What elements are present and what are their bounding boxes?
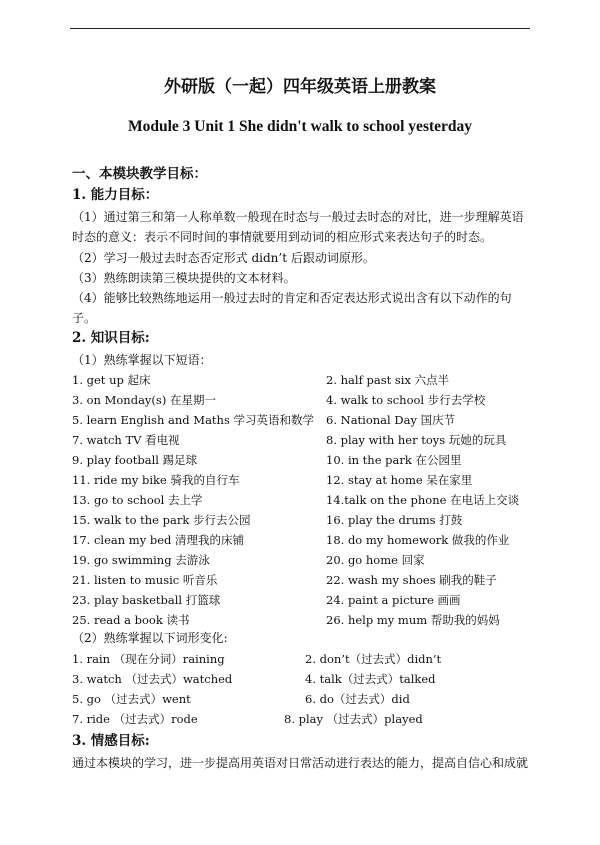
phrase-item: 13. go to school 去上学	[72, 493, 203, 507]
verb-form-item: 4. talk（过去式）talked	[305, 672, 436, 686]
phrase-item: 25. read a book 读书	[72, 613, 190, 627]
phrase-item: 6. National Day 国庆节	[326, 413, 456, 427]
phrase-row	[72, 412, 532, 430]
phrase-row	[72, 492, 532, 510]
phrase-item: 2. half past six 六点半	[326, 373, 450, 387]
phrase-item: 11. ride my bike 骑我的自行车	[72, 473, 240, 487]
verb-form-row	[72, 691, 532, 709]
verb-form-row	[72, 711, 532, 729]
header-rule	[70, 28, 530, 29]
section-heading-objectives: 一、本模块教学目标：	[72, 166, 207, 182]
phrase-item: 9. play football 踢足球	[72, 453, 198, 467]
ability-heading: 1. 能力目标：	[72, 187, 159, 203]
phrase-item: 12. stay at home 呆在家里	[326, 473, 473, 487]
verb-form-item: 6. do（过去式）did	[305, 692, 410, 706]
ability-item-1-line-1: （1）通过第三和第一人称单数一般现在时态与一般过去时态的对比，进一步理解英语	[72, 210, 524, 224]
phrase-item: 16. play the drums 打鼓	[326, 513, 463, 527]
phrase-item: 26. help my mum 帮助我的妈妈	[326, 613, 500, 627]
phrase-row	[72, 532, 532, 550]
knowledge-sub-1: （1）熟练掌握以下短语：	[72, 353, 212, 367]
phrase-item: 22. wash my shoes 刷我的鞋子	[326, 573, 497, 587]
phrase-item: 21. listen to music 听音乐	[72, 573, 218, 587]
phrase-row	[72, 372, 532, 390]
phrase-item: 15. walk to the park 步行去公园	[72, 513, 251, 527]
emotion-text: 通过本模块的学习，进一步提高用英语对日常活动进行表达的能力，提高自信心和成就	[72, 756, 529, 770]
phrase-row	[72, 392, 532, 410]
knowledge-sub-2: （2）熟练掌握以下词形变化:	[72, 631, 228, 645]
lesson-title: Module 3 Unit 1 She didn't walk to school yesterday	[127, 118, 473, 135]
phrase-row	[72, 452, 532, 470]
phrase-row	[72, 552, 532, 570]
phrase-row	[72, 592, 532, 610]
phrase-row	[72, 432, 532, 450]
phrase-item: 5. learn English and Maths 学习英语和数学	[72, 413, 315, 427]
phrase-item: 17. clean my bed 清理我的床铺	[72, 533, 245, 547]
phrase-item: 23. play basketball 打篮球	[72, 593, 221, 607]
phrase-item: 3. on Monday(s) 在星期一	[72, 393, 216, 407]
phrase-row	[72, 472, 532, 490]
phrase-item: 10. in the park 在公园里	[326, 453, 462, 467]
ability-item-3: （3）熟练朗读第三模块提供的文本材料。	[72, 271, 296, 285]
verb-form-row	[72, 671, 532, 689]
phrase-item: 19. go swimming 去游泳	[72, 553, 210, 567]
knowledge-heading: 2. 知识目标:	[72, 330, 150, 346]
phrase-item: 24. paint a picture 画画	[326, 593, 461, 607]
phrase-item: 20. go home 回家	[326, 553, 425, 567]
phrase-item: 1. get up 起床	[72, 373, 151, 387]
verb-form-item: 3. watch （过去式）watched	[72, 672, 233, 686]
verb-form-item: 1. rain （现在分词）raining	[72, 652, 225, 666]
phrase-item: 8. play with her toys 玩她的玩具	[326, 433, 507, 447]
verb-form-item: 2. don’t（过去式）didn’t	[305, 652, 442, 666]
ability-item-2: （2）学习一般过去时态否定形式 didn’t 后跟动词原形。	[72, 251, 375, 265]
verb-form-item: 5. go （过去式）went	[72, 692, 191, 706]
verb-form-item: 8. play （过去式）played	[284, 712, 423, 726]
phrase-row	[72, 612, 532, 630]
phrase-item: 7. watch TV 看电视	[72, 433, 180, 447]
phrase-item: 4. walk to school 步行去学校	[326, 393, 486, 407]
verb-form-row	[72, 651, 532, 669]
emotion-heading: 3. 情感目标:	[72, 733, 150, 749]
phrase-item: 18. do my homework 做我的作业	[326, 533, 510, 547]
ability-item-4-line-2: 子。	[72, 311, 97, 325]
ability-item-1-line-2: 时态的意义：表示不同时间的事情就要用到动词的相应形式来表达句子的时态。	[72, 230, 493, 244]
phrase-item: 14.talk on the phone 在电话上交谈	[326, 493, 520, 507]
ability-item-4-line-1: （4）能够比较熟练地运用一般过去时的肯定和否定表达形式说出含有以下动作的句	[72, 291, 512, 305]
document-title: 外研版（一起）四年级英语上册教案	[164, 77, 436, 97]
phrase-row	[72, 512, 532, 530]
verb-form-item: 7. ride （过去式）rode	[72, 712, 198, 726]
phrase-row	[72, 572, 532, 590]
